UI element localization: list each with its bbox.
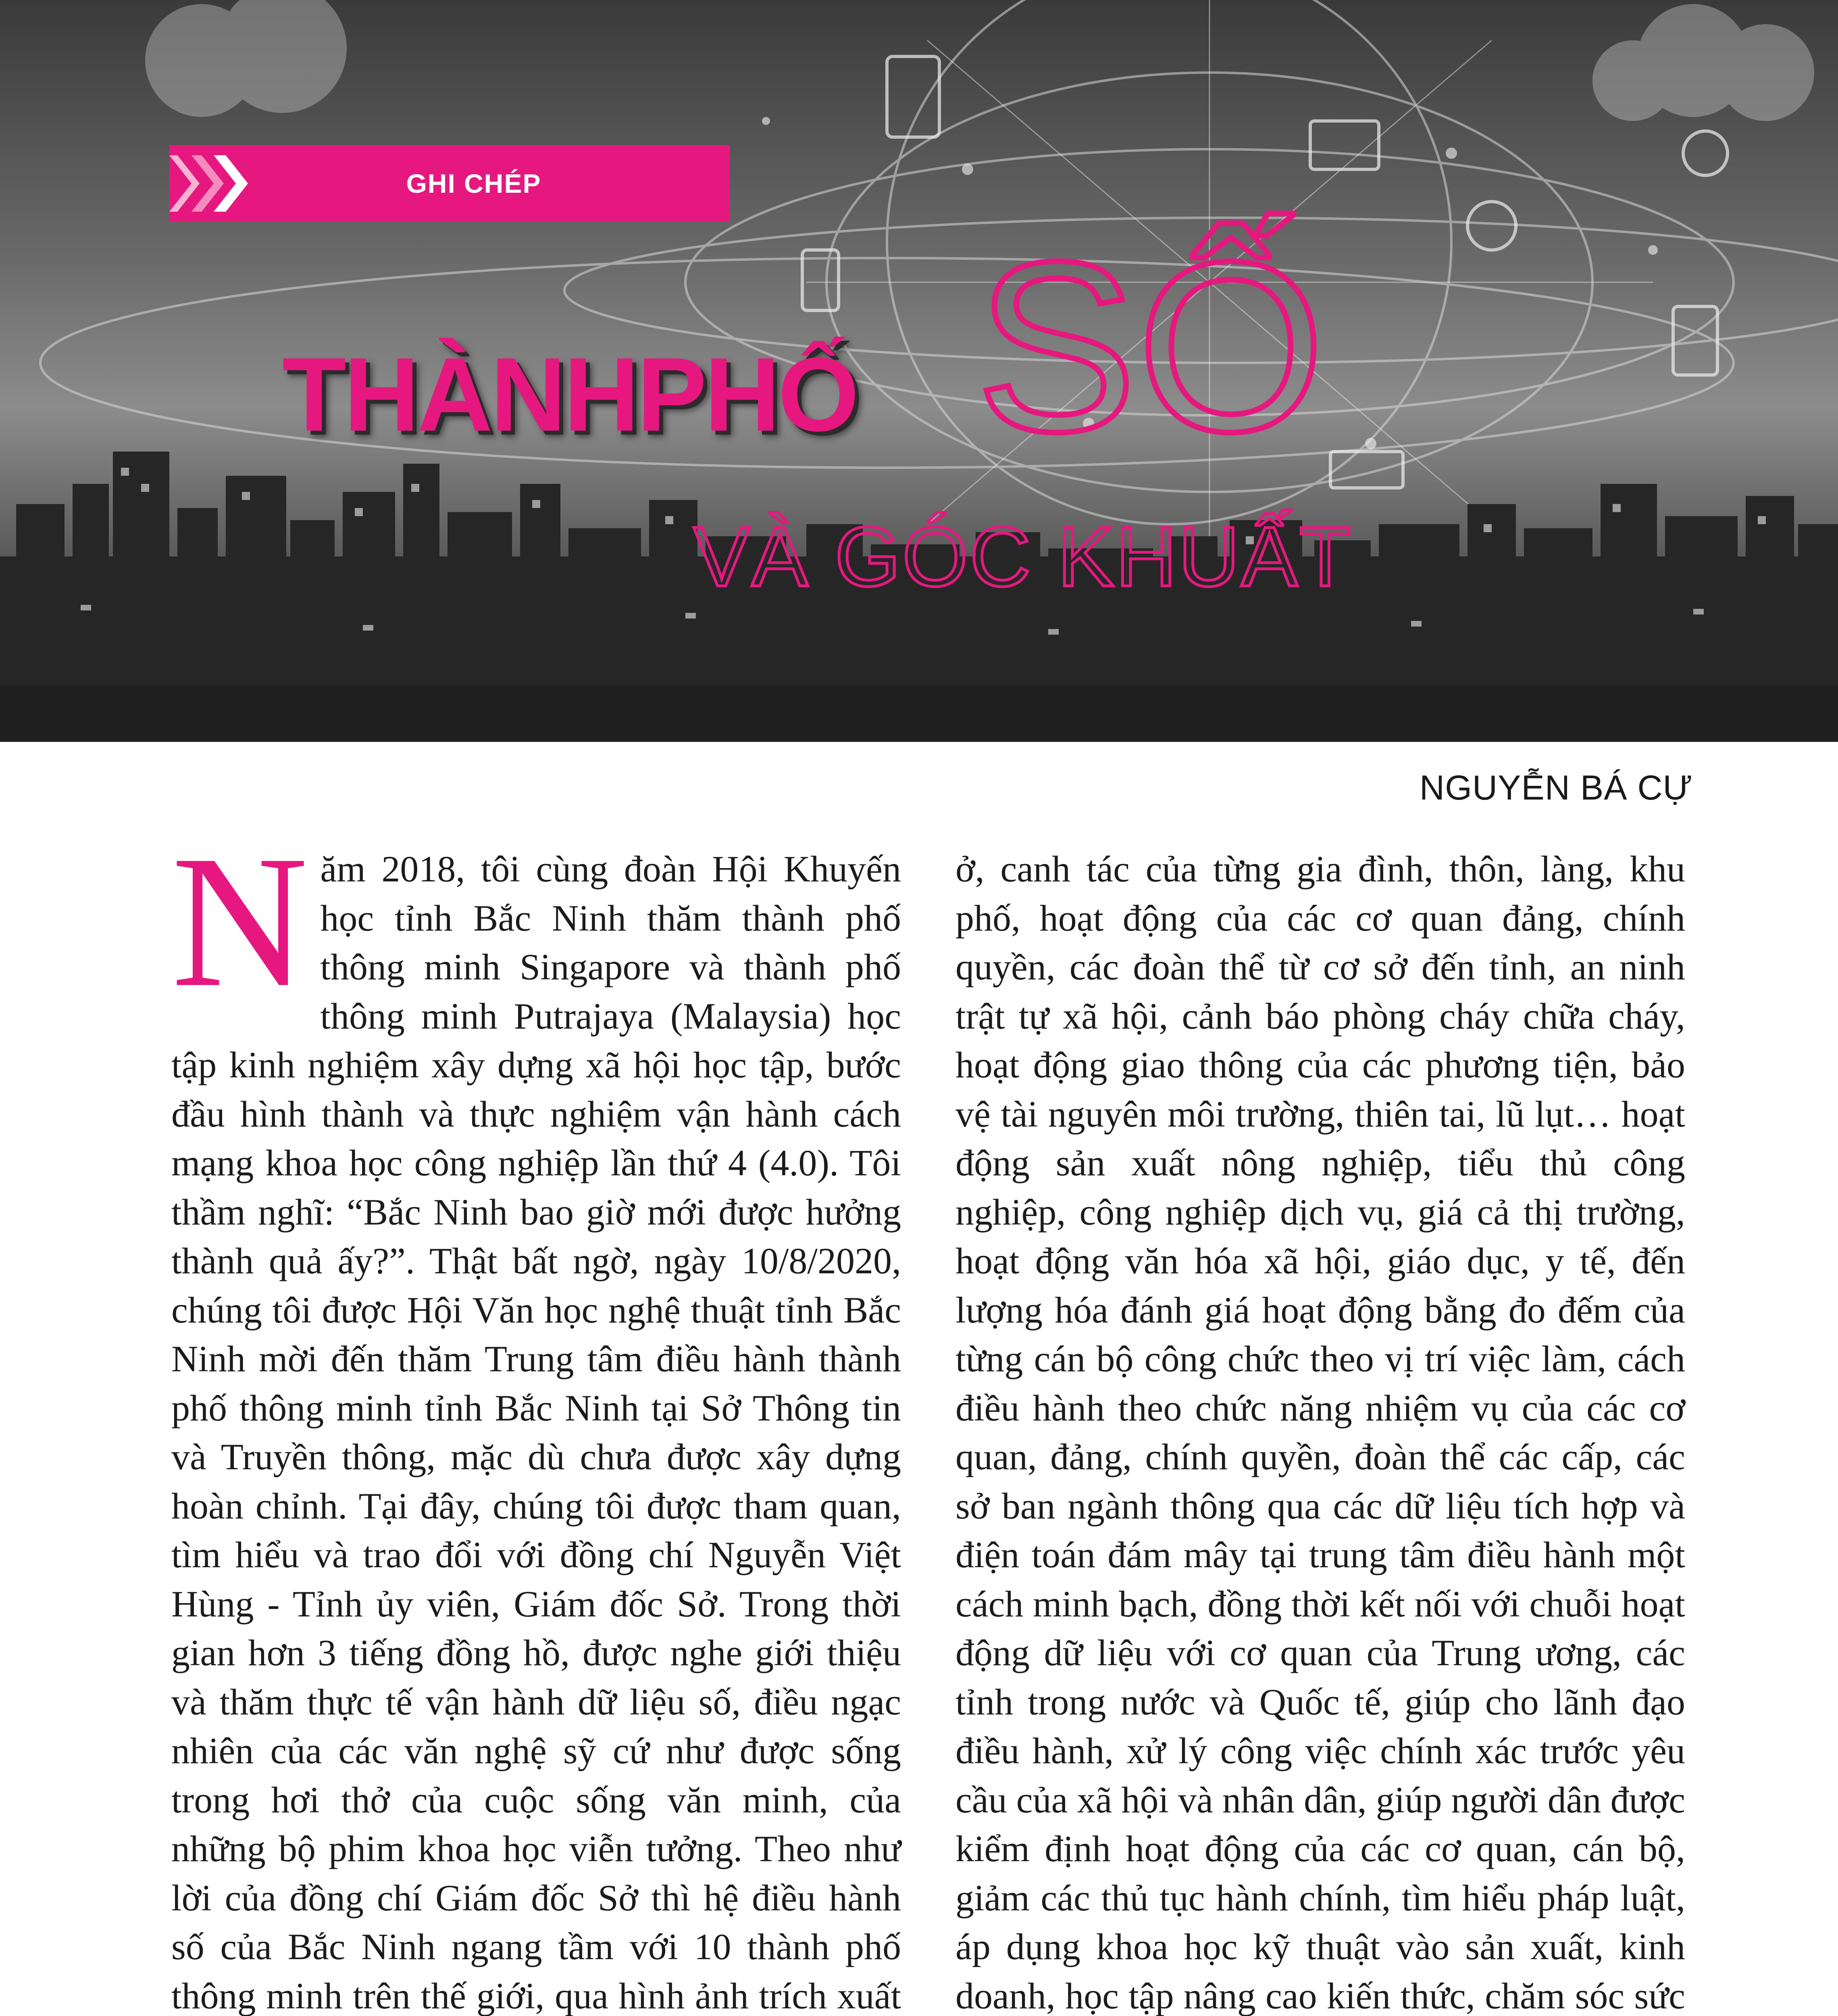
triple-arrow-icon: [169, 145, 258, 222]
article-title-highlight: SỐ: [976, 212, 1325, 482]
article-column-2: [955, 845, 1685, 2016]
hero-banner: [0, 0, 1838, 742]
column-2-text: ở, canh tác của từng gia đình, thôn, làng, khu phố, hoạt động của các cơ quan đảng, chính quyền, các đoàn thể từ cơ sở đến tỉnh, an ninh trật tự xã hội, cảnh báo phòng cháy chữa cháy, hoạt động giao thông của các phương tiện, bảo vệ tài nguyên môi trường, thiên tai, lũ lụt… hoạt động sản xuất nông nghiệp, tiểu thủ công nghiệp, công nghiệp dịch vụ, giá cả thị trường, hoạt động văn hóa xã hội, giáo dục, y tế, đến lượng hóa đánh giá hoạt động bằng đo đếm của từng cán bộ công chức theo vị trí việc làm, cách điều hành theo chức năng nhiệm vụ của các cơ quan, đảng, chính quyền, đoàn thể các cấp, các sở ban ngành thông qua các dữ liệu tích hợp và điện toán đám mây tại trung tâm điều hành một cách minh bạch, đồng thời kết nối với chuỗi hoạt động dữ liệu với cơ quan của Trung ương, các tỉnh trong nước và Quốc tế, giúp cho lãnh đạo điều hành, xử lý công việc chính xác trước yêu cầu của xã hội và nhân dân, giúp người dân được kiểm định hoạt động của các cơ quan, cán bộ, giảm các thủ tục hành chính, tìm hiểu pháp luật, áp dụng khoa học kỹ thuật vào sản xuất, kinh doanh, học tập nâng cao kiến thức, chăm sóc sức: [955, 848, 1685, 2016]
section-tag: [169, 145, 730, 222]
column-1-text: ăm 2018, tôi cùng đoàn Hội Khuyến học tỉnh Bắc Ninh thăm thành phố thông minh Singapore và thành phố thông minh Putrajaya (Malaysia) học tập kinh nghiệm xây dựng xã hội học tập, bước đầu hình thành và thực nghiệm vận hành cách mạng khoa học công nghiệp lần thứ 4 (4.0). Tôi thầm nghĩ: “Bắc Ninh bao giờ mới được hưởng thành quả ấy?”. Thật bất ngờ, ngày 10/8/2020, chúng tôi được Hội Văn học nghệ thuật tỉnh Bắc Ninh mời đến thăm Trung tâm điều hành thành phố thông minh tỉnh Bắc Ninh tại Sở Thông tin và Truyền thông, mặc dù chưa được xây dựng hoàn chỉnh. Tại đây, chúng tôi được tham quan, tìm hiểu và trao đổi với đồng chí Nguyễn Việt Hùng - Tỉnh ủy viên, Giám đốc Sở. Trong thời gian hơn 3 tiếng đồng hồ, được nghe giới thiệu và thăm thực tế vận hành dữ liệu số, điều ngạc nhiên của các văn nghệ sỹ cứ như được sống trong hơi thở của cuộc sống văn minh, của những bộ phim khoa học viễn tưởng. Theo như lời của đồng chí Giám đốc Sở thì hệ điều hành số của Bắc Ninh ngang tầm với 10 thành phố thông minh trên thế giới, qua hình ảnh trích xuất: [171, 848, 901, 2016]
author-byline: NGUYỄN BÁ CỰ: [1420, 768, 1693, 807]
section-tag-label: GHI CHÉP: [406, 169, 541, 198]
article-paragraph-1: [171, 816, 901, 2016]
hero-image: [0, 0, 1838, 742]
dropcap: N: [171, 816, 308, 1026]
article-title-line2: VÀ GÓC KHUẤT: [693, 509, 1353, 604]
article-title-line1: THÀNHPHỐ: [282, 336, 857, 453]
article-column-1: [171, 816, 901, 2016]
